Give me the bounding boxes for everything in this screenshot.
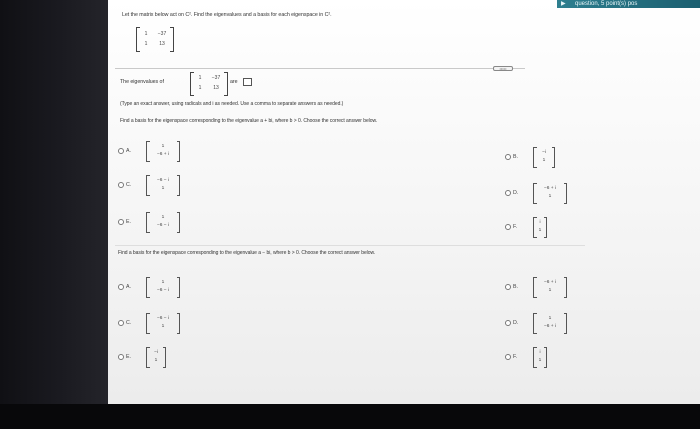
vector-top-entry: −6 − i — [156, 316, 169, 321]
left-bezel — [0, 0, 108, 404]
question-page — [108, 0, 700, 404]
part2-prompt: Find a basis for the eigenspace corresponding to the eigenvalue a − bi, where b > 0. Choose the correct answer below. — [118, 250, 376, 256]
matrix-cell: −37 — [211, 75, 221, 81]
part-divider — [115, 245, 585, 246]
option-label[interactable]: B. — [513, 284, 519, 290]
question-header-bar — [557, 0, 700, 8]
option-radio-button[interactable] — [505, 320, 511, 326]
option-label[interactable]: A. — [126, 148, 132, 154]
vector-top-entry: i — [539, 220, 541, 225]
option-vector — [146, 212, 180, 233]
instructions-text: (Type an exact answer, using radicals and i as needed. Use a comma to separate answers as needed.) — [120, 101, 344, 107]
option-vector — [146, 277, 180, 298]
option-vector — [533, 277, 567, 298]
option-radio-button[interactable] — [505, 154, 511, 160]
eigenvalues-suffix: are — [230, 79, 238, 85]
option-vector — [533, 217, 547, 238]
option-vector — [533, 147, 555, 168]
matrix-cell: 1 — [144, 41, 148, 47]
option-radio-button[interactable] — [505, 354, 511, 360]
vector-top-entry: −i — [154, 350, 158, 355]
vector-top-entry: 1 — [161, 215, 165, 220]
option-vector — [146, 347, 166, 368]
option-vector — [533, 183, 567, 204]
matrix-cell: 1 — [198, 85, 202, 91]
vector-top-entry: −6 + i — [543, 186, 556, 191]
option-vector — [533, 347, 547, 368]
vector-bottom-entry: −6 + i — [543, 324, 556, 329]
vector-top-entry: 1 — [161, 144, 165, 149]
option-label[interactable]: F. — [513, 224, 518, 230]
option-label[interactable]: E. — [126, 354, 132, 360]
matrix-cell: −37 — [157, 31, 167, 37]
vector-bottom-entry: 1 — [538, 228, 542, 233]
matrix — [136, 27, 174, 52]
eigenvalues-answer-input[interactable] — [243, 78, 252, 86]
eigenvalues-prefix: The eigenvalues of — [120, 79, 164, 85]
option-label[interactable]: B. — [513, 154, 519, 160]
option-vector — [146, 141, 180, 162]
part1-prompt: Find a basis for the eigenspace corresponding to the eigenvalue a + bi, where b > 0. Choose the correct answer below. — [120, 118, 378, 124]
option-label[interactable]: C. — [126, 182, 132, 188]
option-radio-button[interactable] — [118, 182, 124, 188]
vector-bottom-entry: 1 — [548, 288, 552, 293]
vector-top-entry: 1 — [161, 280, 165, 285]
option-radio-button[interactable] — [118, 284, 124, 290]
vector-bottom-entry: −6 − i — [156, 223, 169, 228]
more-options-button[interactable]: ••••• — [493, 66, 513, 71]
bottom-bezel — [0, 404, 700, 429]
option-radio-button[interactable] — [118, 148, 124, 154]
option-vector — [146, 175, 180, 196]
vector-top-entry: −6 − i — [156, 178, 169, 183]
option-radio-button[interactable] — [118, 219, 124, 225]
option-label[interactable]: D. — [513, 190, 519, 196]
vector-bottom-entry: 1 — [161, 324, 165, 329]
vector-bottom-entry: 1 — [542, 158, 546, 163]
matrix-cell: 1 — [144, 31, 148, 37]
option-radio-button[interactable] — [505, 224, 511, 230]
option-vector — [146, 313, 180, 334]
option-label[interactable]: D. — [513, 320, 519, 326]
question-points-text: question, 5 point(s) pos — [575, 1, 638, 7]
vector-top-entry: −6 + i — [543, 280, 556, 285]
vector-bottom-entry: 1 — [154, 358, 158, 363]
vector-top-entry: −i — [542, 150, 546, 155]
vector-bottom-entry: −6 − i — [156, 288, 169, 293]
vector-top-entry: 1 — [548, 316, 552, 321]
option-label[interactable]: E. — [126, 219, 132, 225]
arrow-right-icon[interactable]: ▶ — [561, 1, 566, 7]
vector-bottom-entry: −6 + i — [156, 152, 169, 157]
option-label[interactable]: C. — [126, 320, 132, 326]
option-label[interactable]: A. — [126, 284, 132, 290]
option-radio-button[interactable] — [118, 320, 124, 326]
option-radio-button[interactable] — [118, 354, 124, 360]
matrix-cell: 13 — [213, 85, 219, 91]
matrix-cell: 1 — [198, 75, 202, 81]
section-divider — [115, 68, 525, 69]
vector-bottom-entry: 1 — [538, 358, 542, 363]
problem-intro: Let the matrix below act on C². Find the eigenvalues and a basis for each eigenspace in C². — [122, 12, 332, 18]
vector-bottom-entry: 1 — [548, 194, 552, 199]
matrix-inline — [190, 72, 228, 96]
option-radio-button[interactable] — [505, 284, 511, 290]
option-vector — [533, 313, 567, 334]
option-label[interactable]: F. — [513, 354, 518, 360]
option-radio-button[interactable] — [505, 190, 511, 196]
vector-top-entry: i — [539, 350, 541, 355]
vector-bottom-entry: 1 — [161, 186, 165, 191]
matrix-cell: 13 — [159, 41, 165, 47]
